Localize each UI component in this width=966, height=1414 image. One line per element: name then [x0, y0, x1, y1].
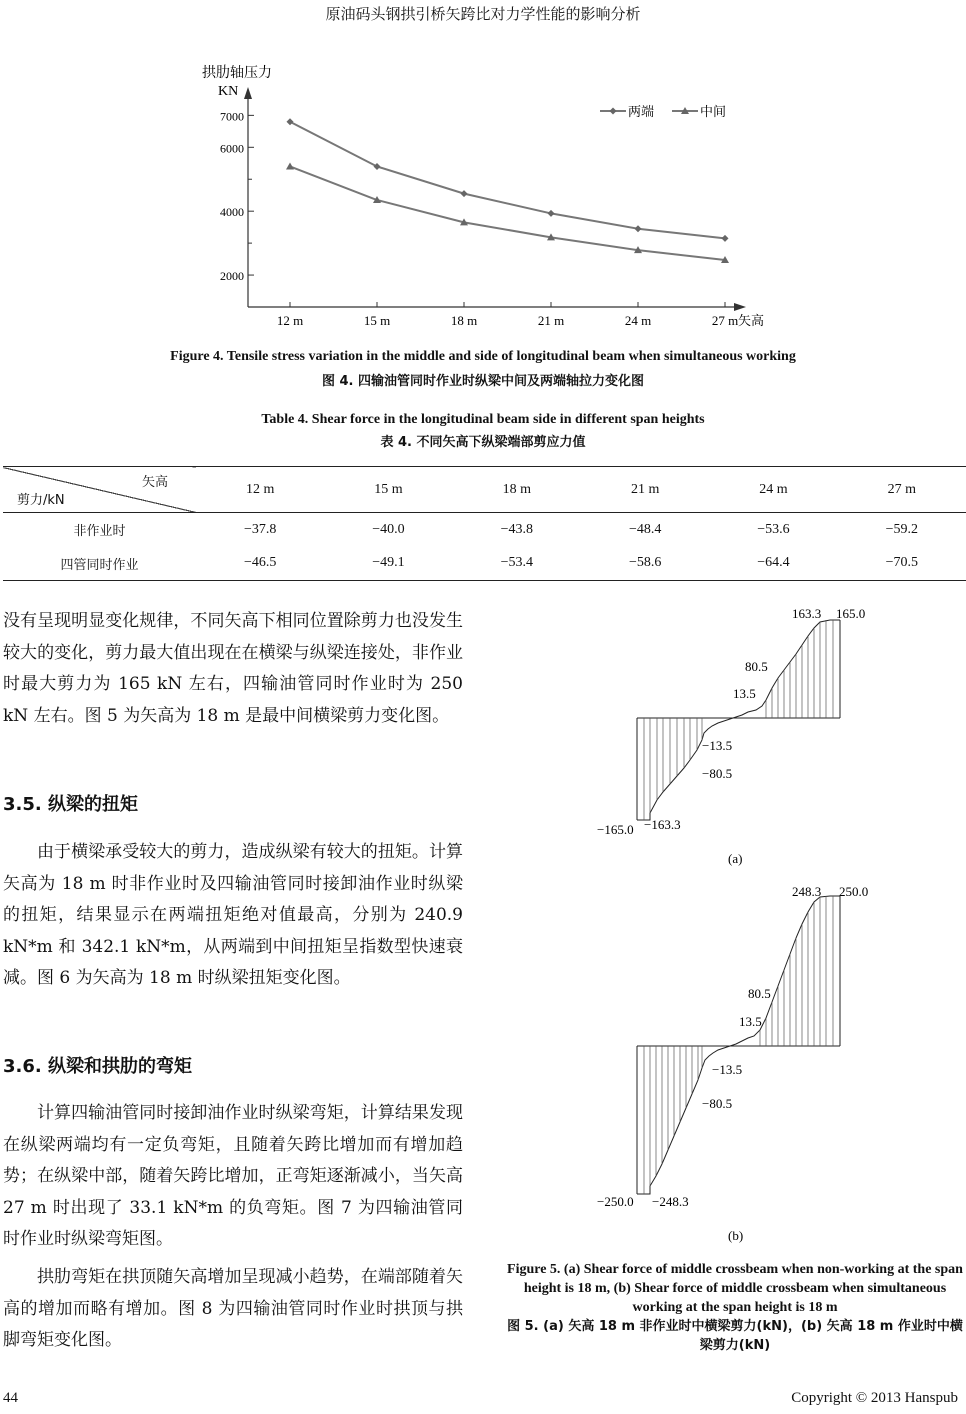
x-tick-label: 27 m [711, 313, 739, 328]
x-tick-label: 12 m [276, 313, 304, 328]
corner-bottom: 剪力/kN [17, 493, 65, 508]
table-cell: −46.5 [243, 555, 277, 571]
figure5a-diagram [590, 600, 880, 875]
table-cell: −48.4 [628, 521, 662, 537]
table-cell: −59.2 [885, 521, 919, 537]
paragraph: 由于横梁承受较大的剪力，造成纵梁有较大的扭矩。计算矢高为 18 m 时非作业时及四输油管同时接卸油作业时纵梁的扭矩，结果显示在两端扭矩绝对值最高，分别为 240.9 kN*m 和 342.1 kN*m，从两端到中间扭矩呈指数型快速衰减。图 6 为矢高为 18 m 时纵梁扭矩变化图。 [3, 842, 463, 988]
table-cell: −58.6 [628, 555, 662, 571]
table4 [3, 466, 966, 581]
table-cell: −37.8 [243, 521, 277, 537]
table4-caption-cn: 表 4. 不同矢高下纵梁端部剪应力值 [380, 435, 586, 450]
table-corner-cell [3, 467, 196, 513]
table-cell: −43.8 [500, 521, 534, 537]
shear-label: −165.0 [597, 822, 634, 837]
shear-label: −13.5 [702, 738, 733, 753]
shear-label: −248.3 [652, 1194, 689, 1209]
subfigure-tag: (a) [728, 851, 743, 866]
shear-label: 250.0 [839, 884, 869, 899]
series-line-中间 [290, 166, 725, 260]
shear-diagram-b [637, 896, 840, 1194]
data-point [286, 162, 294, 169]
y-tick-label: 6000 [220, 141, 244, 156]
shear-label: −80.5 [702, 1096, 733, 1111]
table-cell: −53.6 [757, 521, 790, 537]
column-header: 27 m [887, 481, 917, 497]
row-label: 非作业时 [73, 524, 126, 540]
table-row [3, 513, 966, 547]
table4-caption-en: Table 4. Shear force in the longitudinal beam side in different span heights [261, 412, 705, 427]
figure5b-diagram [590, 878, 880, 1248]
data-point [722, 235, 729, 242]
x-axis-arrow [734, 303, 746, 311]
x-axis-label: 矢高 [738, 313, 765, 328]
series-line-两端 [290, 122, 725, 239]
figure4-chart [190, 55, 780, 340]
figure4-caption-en: Figure 4. Tensile stress variation in the middle and side of longitudinal beam when simultaneous working [170, 349, 796, 364]
x-tick-label: 18 m [450, 313, 478, 328]
shear-label: −13.5 [712, 1062, 743, 1077]
legend-marker [610, 108, 617, 115]
y-axis-arrow [244, 87, 252, 99]
column-header: 18 m [502, 481, 532, 497]
running-header: 原油码头钢拱引桥矢跨比对力学性能的影响分析 [325, 5, 641, 23]
shear-label: 13.5 [739, 1014, 762, 1029]
y-tick-label: 7000 [220, 109, 244, 124]
shear-label: −80.5 [702, 766, 733, 781]
data-point [635, 225, 642, 232]
shear-label: −163.3 [644, 817, 681, 832]
table-cell: −49.1 [372, 555, 405, 571]
paragraph: 计算四输油管同时接卸油作业时纵梁弯矩，计算结果发现在纵梁两端均有一定负弯矩，且随着矢跨比增加而有增加趋势；在纵梁中部，随着矢跨比增加，正弯矩逐渐减小，当矢高 27 m 时出现了 33.1 kN*m 的负弯矩。图 7 为四输油管同时作业时纵梁弯矩图。 [3, 1103, 463, 1249]
copyright: Copyright © 2013 Hanspub [791, 1390, 958, 1406]
corner-top: 矢高 [141, 475, 168, 490]
column-header: 15 m [374, 481, 403, 497]
figure5-caption-cn: 图 5. (a) 矢高 18 m 非作业时中横梁剪力(kN)，(b) 矢高 18 m 作业时中横梁剪力(kN) [507, 1319, 963, 1353]
x-tick-label: 15 m [363, 313, 391, 328]
legend-label: 两端 [628, 104, 655, 119]
section-heading: 3.6. 纵梁和拱肋的弯矩 [3, 1056, 192, 1077]
page-number: 44 [3, 1390, 18, 1406]
figure5-caption-en: Figure 5. (a) Shear force of middle crossbeam when non-working at the span height is 18 m, (b) Shear force of middle crossbeam when simultaneous working at the span height is 18 m [507, 1262, 963, 1315]
table-row [3, 547, 966, 581]
data-point [287, 118, 294, 125]
table-cell: −70.5 [885, 555, 919, 571]
paragraph: 拱肋弯矩在拱顶随矢高增加呈现减小趋势，在端部随着矢高的增加而略有增加。图 8 为四输油管同时作业时拱顶与拱脚弯矩变化图。 [3, 1267, 463, 1350]
shear-label: 80.5 [745, 659, 768, 674]
shear-diagram-a [637, 620, 840, 820]
y-tick-label: 2000 [220, 269, 244, 284]
table-cell: −64.4 [757, 555, 790, 571]
table-cell: −40.0 [372, 521, 405, 537]
shear-label: 13.5 [733, 686, 756, 701]
y-axis-unit: KN [218, 84, 239, 99]
shear-label: 163.3 [792, 606, 822, 621]
shear-label: 80.5 [748, 986, 771, 1001]
section-heading: 3.5. 纵梁的扭矩 [3, 794, 138, 815]
data-point [548, 210, 555, 217]
x-tick-label: 21 m [537, 313, 565, 328]
x-tick-label: 24 m [624, 313, 652, 328]
data-point [374, 163, 381, 170]
shear-label: 248.3 [792, 884, 822, 899]
table-cell: −53.4 [500, 555, 534, 571]
legend-label: 中间 [700, 104, 727, 119]
figure4-caption-cn: 图 4. 四输油管同时作业时纵梁中间及两端轴拉力变化图 [321, 374, 645, 389]
column-header: 12 m [245, 481, 275, 497]
shear-label: 165.0 [836, 606, 866, 621]
paragraph: 没有呈现明显变化规律，不同矢高下相同位置除剪力也没发生较大的变化，剪力最大值出现在在横梁与纵梁连接处，非作业时最大剪力为 165 kN 左右，四输油管同时作业时为 250 kN 左右。图 5 为矢高为 18 m 是最中间横梁剪力变化图。 [3, 611, 463, 726]
column-header: 24 m [759, 481, 788, 497]
row-label: 四管同时作业 [60, 557, 139, 573]
y-tick-label: 4000 [220, 205, 244, 220]
data-point [461, 190, 468, 197]
subfigure-tag: (b) [728, 1228, 744, 1243]
y-axis-label: 拱肋轴压力 [202, 66, 272, 81]
column-header: 21 m [630, 481, 660, 497]
shear-label: −250.0 [597, 1194, 634, 1209]
